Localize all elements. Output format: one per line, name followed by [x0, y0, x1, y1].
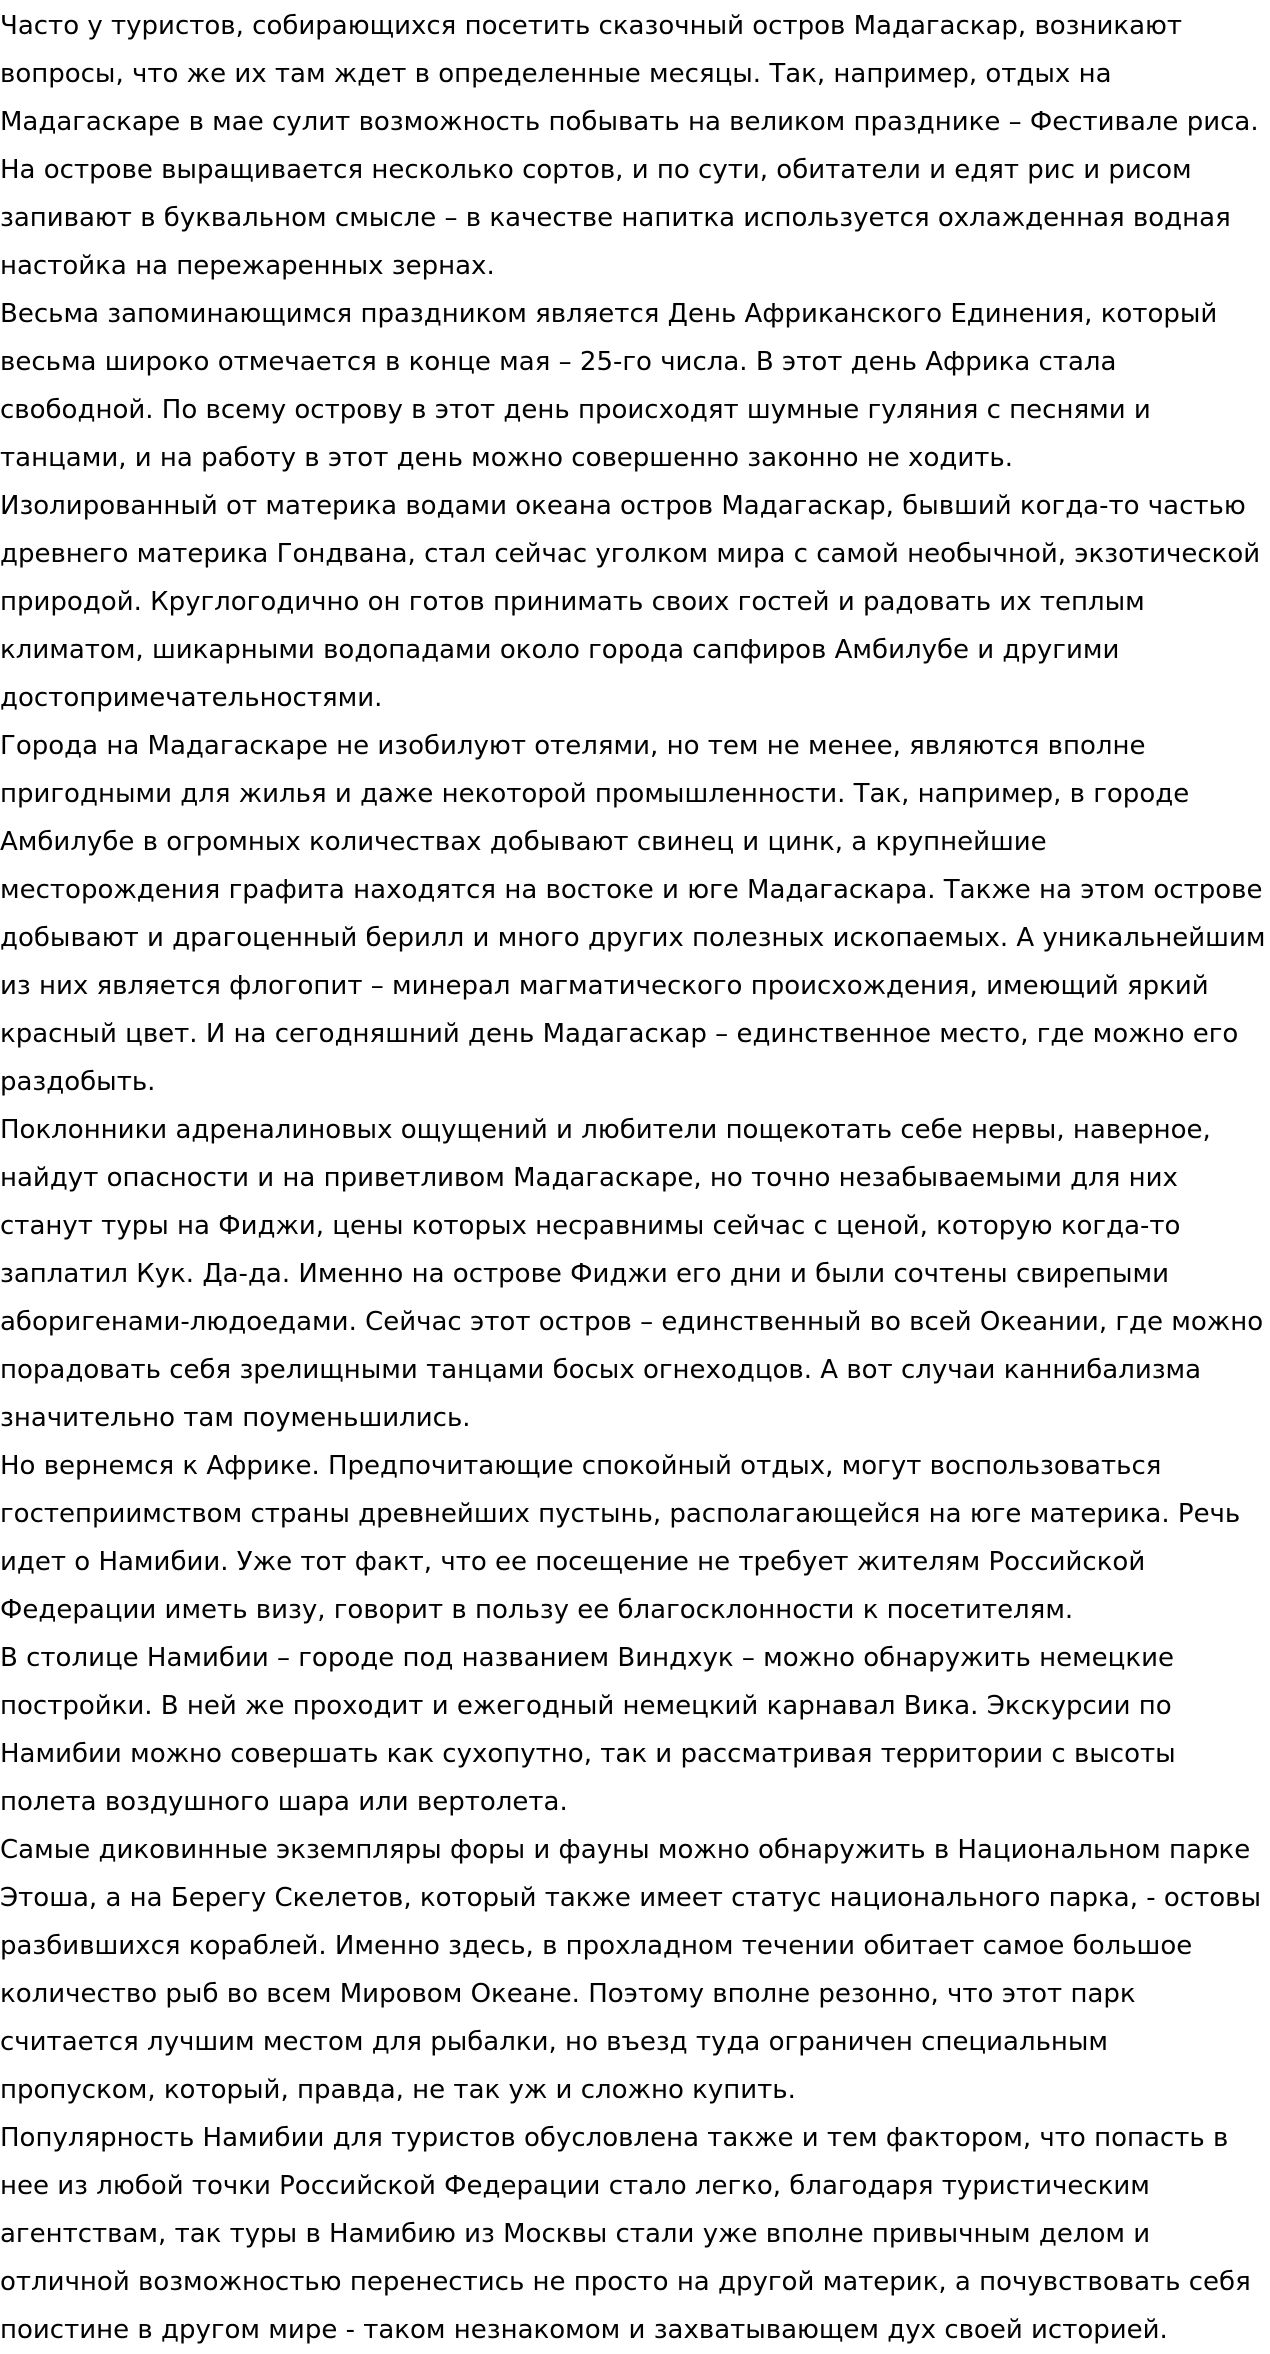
paragraph-madagascar-industry: Города на Мадагаскаре не изобилуют отелями, но тем не менее, являются вполне пригодными для жилья и даже некоторой промышленности. Так, например, в городе Амбилубе в огромных количествах добывают свинец и цинк, а крупнейшие месторождения графита находятся на востоке и юге Мадагаскара. Также на этом острове добывают и драгоценный берилл и много других полезных ископаемых. А уникальнейшим из них является флогопит – минерал магматического происхождения, имеющий яркий красный цвет. И на сегодняшний день Мадагаскар – единственное место, где можно его раздобыть.	[0, 731, 1266, 1097]
paragraph-etosha-skeleton-coast: Самые диковинные экземпляры форы и фауны можно обнаружить в Национальном парке Этоша, а на Берегу Скелетов, который также имеет статус национального парка, - остовы разбившихся кораблей. Именно здесь, в прохладном течении обитает самое большое количество рыб во всем Мировом Океане. Поэтому вполне резонно, что этот парк считается лучшим местом для рыбалки, но въезд туда ограничен специальным пропуском, который, правда, не так уж и сложно купить.	[0, 1835, 1261, 2105]
paragraph-namibia-intro: Но вернемся к Африке. Предпочитающие спокойный отдых, могут воспользоваться гостеприимством страны древнейших пустынь, располагающейся на юге материка. Речь идет о Намибии. Уже тот факт, что ее посещение не требует жителям Российской Федерации иметь визу, говорит в пользу ее благосклонности к посетителям.	[0, 1451, 1241, 1625]
paragraph-windhoek: В столице Намибии – городе под названием Виндхук – можно обнаружить немецкие постройки. В ней же проходит и ежегодный немецкий карнавал Вика. Экскурсии по Намибии можно совершать как сухопутно, так и рассматривая территории с высоты полета воздушного шара или вертолета.	[0, 1643, 1176, 1817]
paragraph-fiji-tours: Поклонники адреналиновых ощущений и любители пощекотать себе нервы, наверное, найдут опасности и на приветливом Мадагаскаре, но точно незабываемыми для них станут туры на Фиджи, цены которых несравнимы сейчас с ценой, которую когда-то заплатил Кук. Да-да. Именно на острове Фиджи его дни и были сочтены свирепыми аборигенами-людоедами. Сейчас этот остров – единственный во всей Океании, где можно порадовать себя зрелищными танцами босых огнеходцов. А вот случаи каннибализма значительно там поуменьшились.	[0, 1115, 1264, 1433]
paragraph-namibia-popularity: Популярность Намибии для туристов обусловлена также и тем фактором, что попасть в нее из любой точки Российской Федерации стало легко, благодаря туристическим агентствам, так туры в Намибию из Москвы стали уже вполне привычным делом и отличной возможностью перенестись не просто на другой материк, а почувствовать себя поистине в другом мире - таком незнакомом и захватывающем дух своей историей.	[0, 2123, 1251, 2345]
paragraph-madagascar-rice-festival: Часто у туристов, собирающихся посетить сказочный остров Мадагаскар, возникают вопросы, что же их там ждет в определенные месяцы. Так, например, отдых на Мадагаскаре в мае сулит возможность побывать на великом празднике – Фестивале риса. На острове выращивается несколько сортов, и по сути, обитатели и едят рис и рисом запивают в буквальном смысле – в качестве напитка используется охлажденная водная настойка на пережаренных зернах.	[0, 11, 1259, 281]
paragraph-african-unity-day: Весьма запоминающимся праздником является День Африканского Единения, который весьма широко отмечается в конце мая – 25-го числа. В этот день Африка стала свободной. По всему острову в этот день происходят шумные гуляния с песнями и танцами, и на работу в этот день можно совершенно законно не ходить.	[0, 299, 1218, 473]
paragraph-madagascar-nature: Изолированный от материка водами океана остров Мадагаскар, бывший когда-то частью древнего материка Гондвана, стал сейчас уголком мира с самой необычной, экзотической природой. Круглогодично он готов принимать своих гостей и радовать их теплым климатом, шикарными водопадами около города сапфиров Амбилубе и другими достопримечательностями.	[0, 491, 1261, 713]
